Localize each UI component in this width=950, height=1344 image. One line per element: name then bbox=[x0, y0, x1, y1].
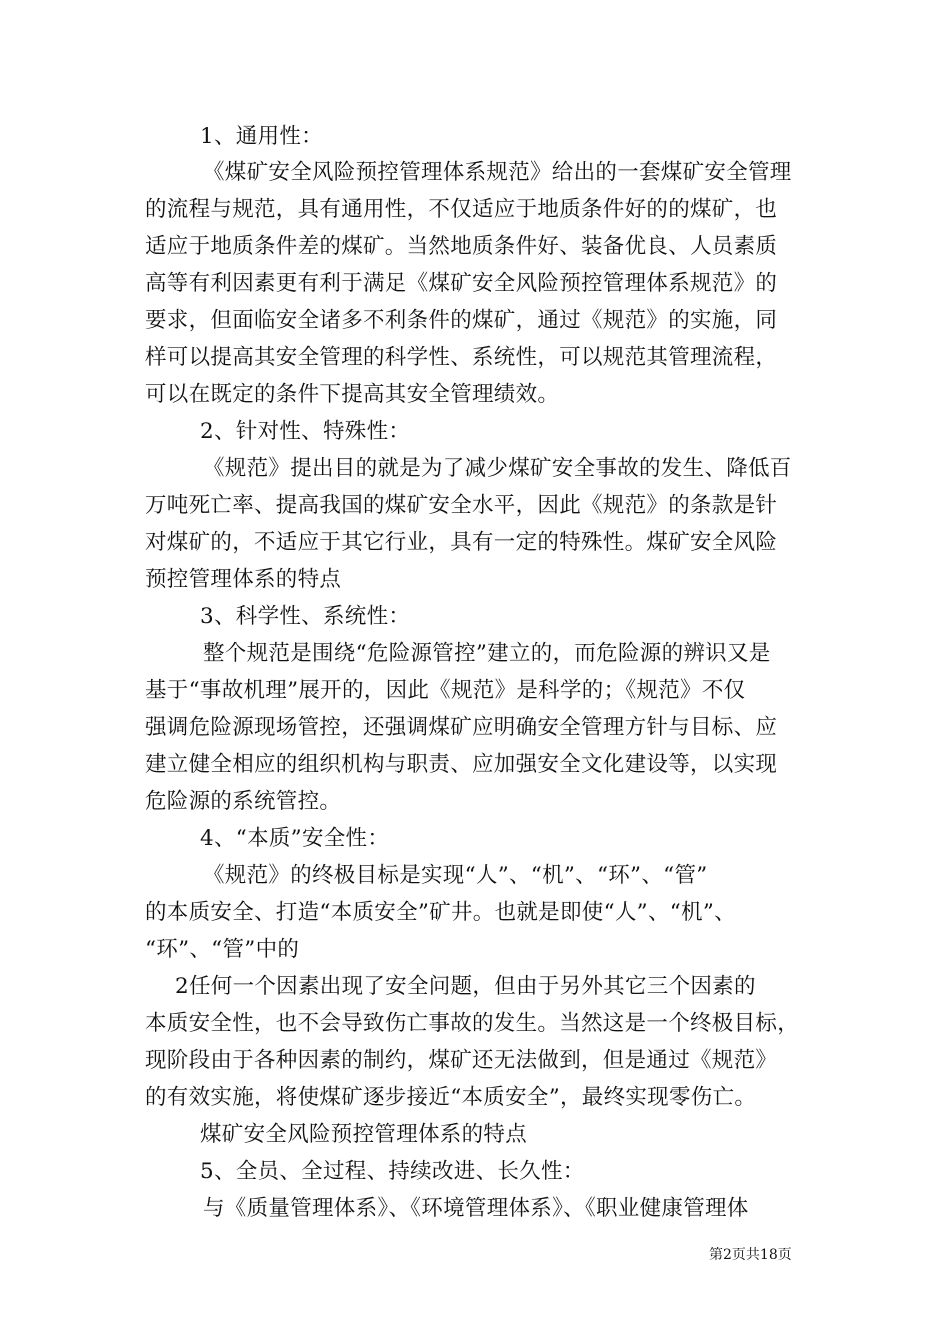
paragraph-line: 本质安全性，也不会导致伤亡事故的发生。当然这是一个终极目标， bbox=[145, 1011, 800, 1036]
paragraph-line: 与《质量管理体系》、《环境管理体系》、《职业健康管理体 bbox=[203, 1196, 749, 1221]
heading-full-participation: 5、全员、全过程、持续改进、长久性： bbox=[200, 1159, 585, 1184]
paragraph-line: 基于“事故机理”展开的，因此《规范》是科学的；《规范》不仅 bbox=[145, 678, 746, 703]
heading-universality: 1、通用性： bbox=[200, 124, 323, 149]
heading-scientific: 3、科学性、系统性： bbox=[200, 604, 411, 629]
paragraph-line: 《规范》的终极目标是实现“人”、“机”、“环”、“管” bbox=[203, 863, 708, 888]
paragraph-line: 建立健全相应的组织机构与职责、应加强安全文化建设等，以实现 bbox=[145, 752, 778, 777]
paragraph-line: 的有效实施，将使煤矿逐步接近“本质安全”，最终实现零伤亡。 bbox=[145, 1085, 757, 1110]
paragraph-line: 对煤矿的，不适应于其它行业，具有一定的特殊性。煤矿安全风险 bbox=[145, 530, 778, 555]
heading-intrinsic-safety: 4、“本质”安全性： bbox=[200, 826, 390, 851]
paragraph-line: 适应于地质条件差的煤矿。当然地质条件好、装备优良、人员素质 bbox=[145, 234, 778, 259]
paragraph-line: 2任何一个因素出现了安全问题，但由于另外其它三个因素的 bbox=[175, 974, 756, 999]
paragraph-line: 强调危险源现场管控，还强调煤矿应明确安全管理方针与目标、应 bbox=[145, 715, 778, 740]
page-number-footer: 第2页共18页 bbox=[709, 1247, 792, 1263]
paragraph-line: 《煤矿安全风险预控管理体系规范》给出的一套煤矿安全管理 bbox=[203, 160, 792, 185]
section-subtitle: 煤矿安全风险预控管理体系的特点 bbox=[200, 1122, 528, 1147]
paragraph-line: 《规范》提出目的就是为了减少煤矿安全事故的发生、降低百 bbox=[203, 456, 792, 481]
paragraph-line: 现阶段由于各种因素的制约，煤矿还无法做到，但是通过《规范》 bbox=[145, 1048, 778, 1073]
paragraph-line: 预控管理体系的特点 bbox=[145, 567, 342, 592]
paragraph-line: 的流程与规范，具有通用性，不仅适应于地质条件好的的煤矿，也 bbox=[145, 197, 778, 222]
paragraph-line: 要求，但面临安全诸多不利条件的煤矿，通过《规范》的实施，同 bbox=[145, 308, 778, 333]
paragraph-line: 高等有利因素更有利于满足《煤矿安全风险预控管理体系规范》的 bbox=[145, 271, 778, 296]
paragraph-line: 样可以提高其安全管理的科学性、系统性，可以规范其管理流程， bbox=[145, 345, 778, 370]
paragraph-line: 的本质安全、打造“本质安全”矿井。也就是即使“人”、“机”、 bbox=[145, 900, 736, 925]
paragraph-line: 万吨死亡率、提高我国的煤矿安全水平，因此《规范》的条款是针 bbox=[145, 493, 778, 518]
heading-specificity: 2、针对性、特殊性： bbox=[200, 419, 411, 444]
paragraph-line: “环”、“管”中的 bbox=[145, 937, 300, 962]
paragraph-line: 整个规范是围绕“危险源管控”建立的，而危险源的辨识又是 bbox=[203, 641, 771, 666]
paragraph-line: 可以在既定的条件下提高其安全管理绩效。 bbox=[145, 382, 560, 407]
paragraph-line: 危险源的系统管控。 bbox=[145, 789, 342, 814]
